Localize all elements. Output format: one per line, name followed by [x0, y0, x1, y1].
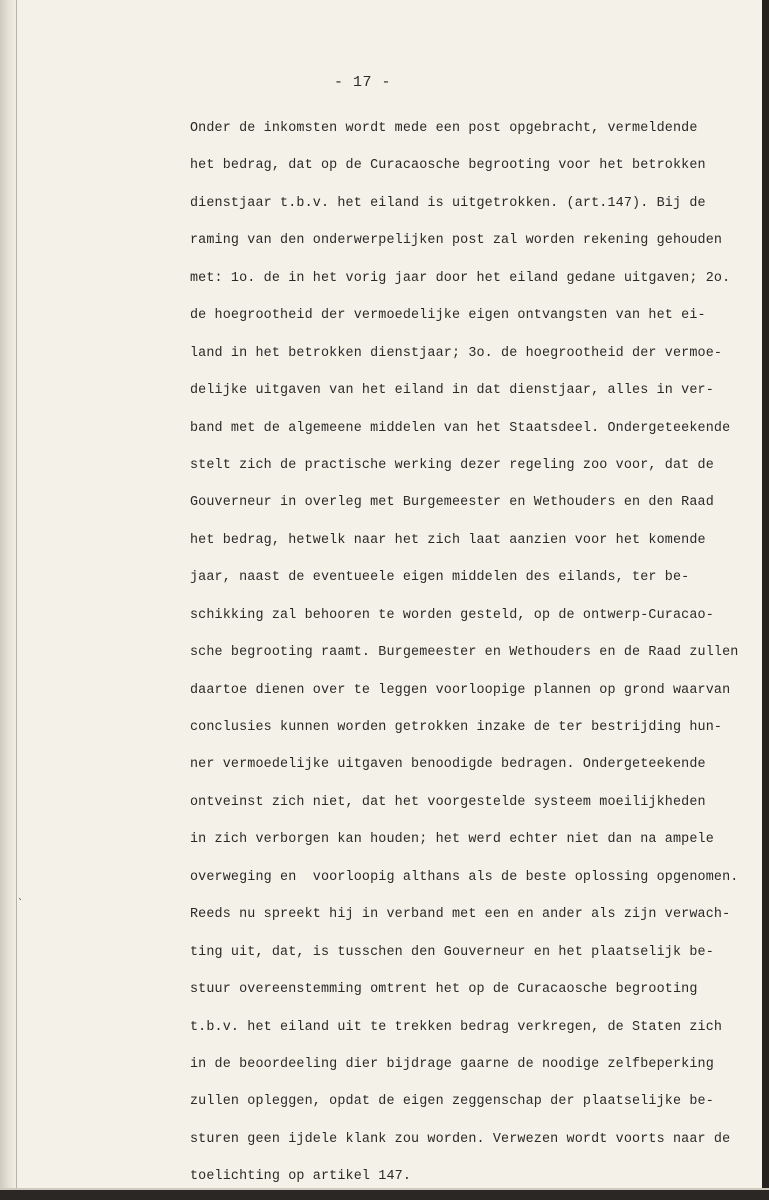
- text-line: sche begrooting raamt. Burgemeester en Wethouders en de Raad zullen: [190, 645, 739, 661]
- text-line: raming van den onderwerpelijken post zal worden rekening gehouden: [190, 233, 723, 249]
- text-line: in zich verborgen kan houden; het werd echter niet dan na ampele: [190, 832, 714, 848]
- typed-body-text: [190, 110, 760, 1196]
- text-line: het bedrag, dat op de Curacaosche begrooting voor het betrokken: [190, 158, 706, 174]
- text-line: jaar, naast de eventueele eigen middelen des eilands, ter be-: [190, 570, 690, 586]
- text-line: de hoegrootheid der vermoedelijke eigen ontvangsten van het ei-: [190, 308, 706, 324]
- text-line: stelt zich de practische werking dezer regeling zoo voor, dat de: [190, 457, 714, 473]
- text-line: dienstjaar t.b.v. het eiland is uitgetrokken. (art.147). Bij de: [190, 195, 706, 211]
- text-line: Gouverneur in overleg met Burgemeester en Wethouders en den Raad: [190, 495, 714, 511]
- text-line: land in het betrokken dienstjaar; 3o. de hoegrootheid der vermoe-: [190, 345, 723, 361]
- page-left-edge: [16, 0, 17, 1200]
- text-line: band met de algemeene middelen van het Staatsdeel. Ondergeteekende: [190, 420, 731, 436]
- text-line: ting uit, dat, is tusschen den Gouverneur en het plaatselijk be-: [190, 944, 714, 960]
- text-line: overweging en voorloopig althans als de beste oplossing opgenomen.: [190, 869, 739, 885]
- text-line: Onder de inkomsten wordt mede een post opgebracht, vermeldende: [190, 121, 698, 136]
- text-line: ner vermoedelijke uitgaven benoodigde bedragen. Ondergeteekende: [190, 757, 706, 773]
- text-line: het bedrag, hetwelk naar het zich laat aanzien voor het komende: [190, 532, 706, 548]
- text-line: delijke uitgaven van het eiland in dat dienstjaar, alles in ver-: [190, 383, 714, 399]
- text-line: t.b.v. het eiland uit te trekken bedrag verkregen, de Staten zich: [190, 1019, 723, 1035]
- text-line: Reeds nu spreekt hij in verband met een en ander als zijn verwach-: [190, 907, 731, 923]
- text-line: zullen opleggen, opdat de eigen zeggenschap der plaatselijke be-: [190, 1094, 714, 1110]
- text-line: stuur overeenstemming omtrent het op de Curacaosche begrooting: [190, 982, 698, 998]
- text-line: schikking zal behooren te worden gesteld, op de ontwerp-Curacao-: [190, 607, 714, 623]
- text-line: in de beoordeeling dier bijdrage gaarne de noodige zelfbeperking: [190, 1056, 714, 1072]
- text-line: conclusies kunnen worden getrokken inzake de ter bestrijding hun-: [190, 720, 723, 735]
- text-line: daartoe dienen over te leggen voorloopige plannen op grond waarvan: [190, 682, 731, 698]
- page-number: - 17 -: [334, 74, 392, 91]
- scan-right-border: [762, 0, 769, 1200]
- text-line: ontveinst zich niet, dat het voorgestelde systeem moeilijkheden: [190, 794, 706, 810]
- text-line: toelichting op artikel 147.: [190, 1169, 412, 1185]
- stray-ink-mark: `: [18, 898, 23, 909]
- text-line: sturen geen ijdele klank zou worden. Verwezen wordt voorts naar de: [190, 1131, 731, 1147]
- text-line: met: 1o. de in het vorig jaar door het eiland gedane uitgaven; 2o.: [190, 270, 731, 286]
